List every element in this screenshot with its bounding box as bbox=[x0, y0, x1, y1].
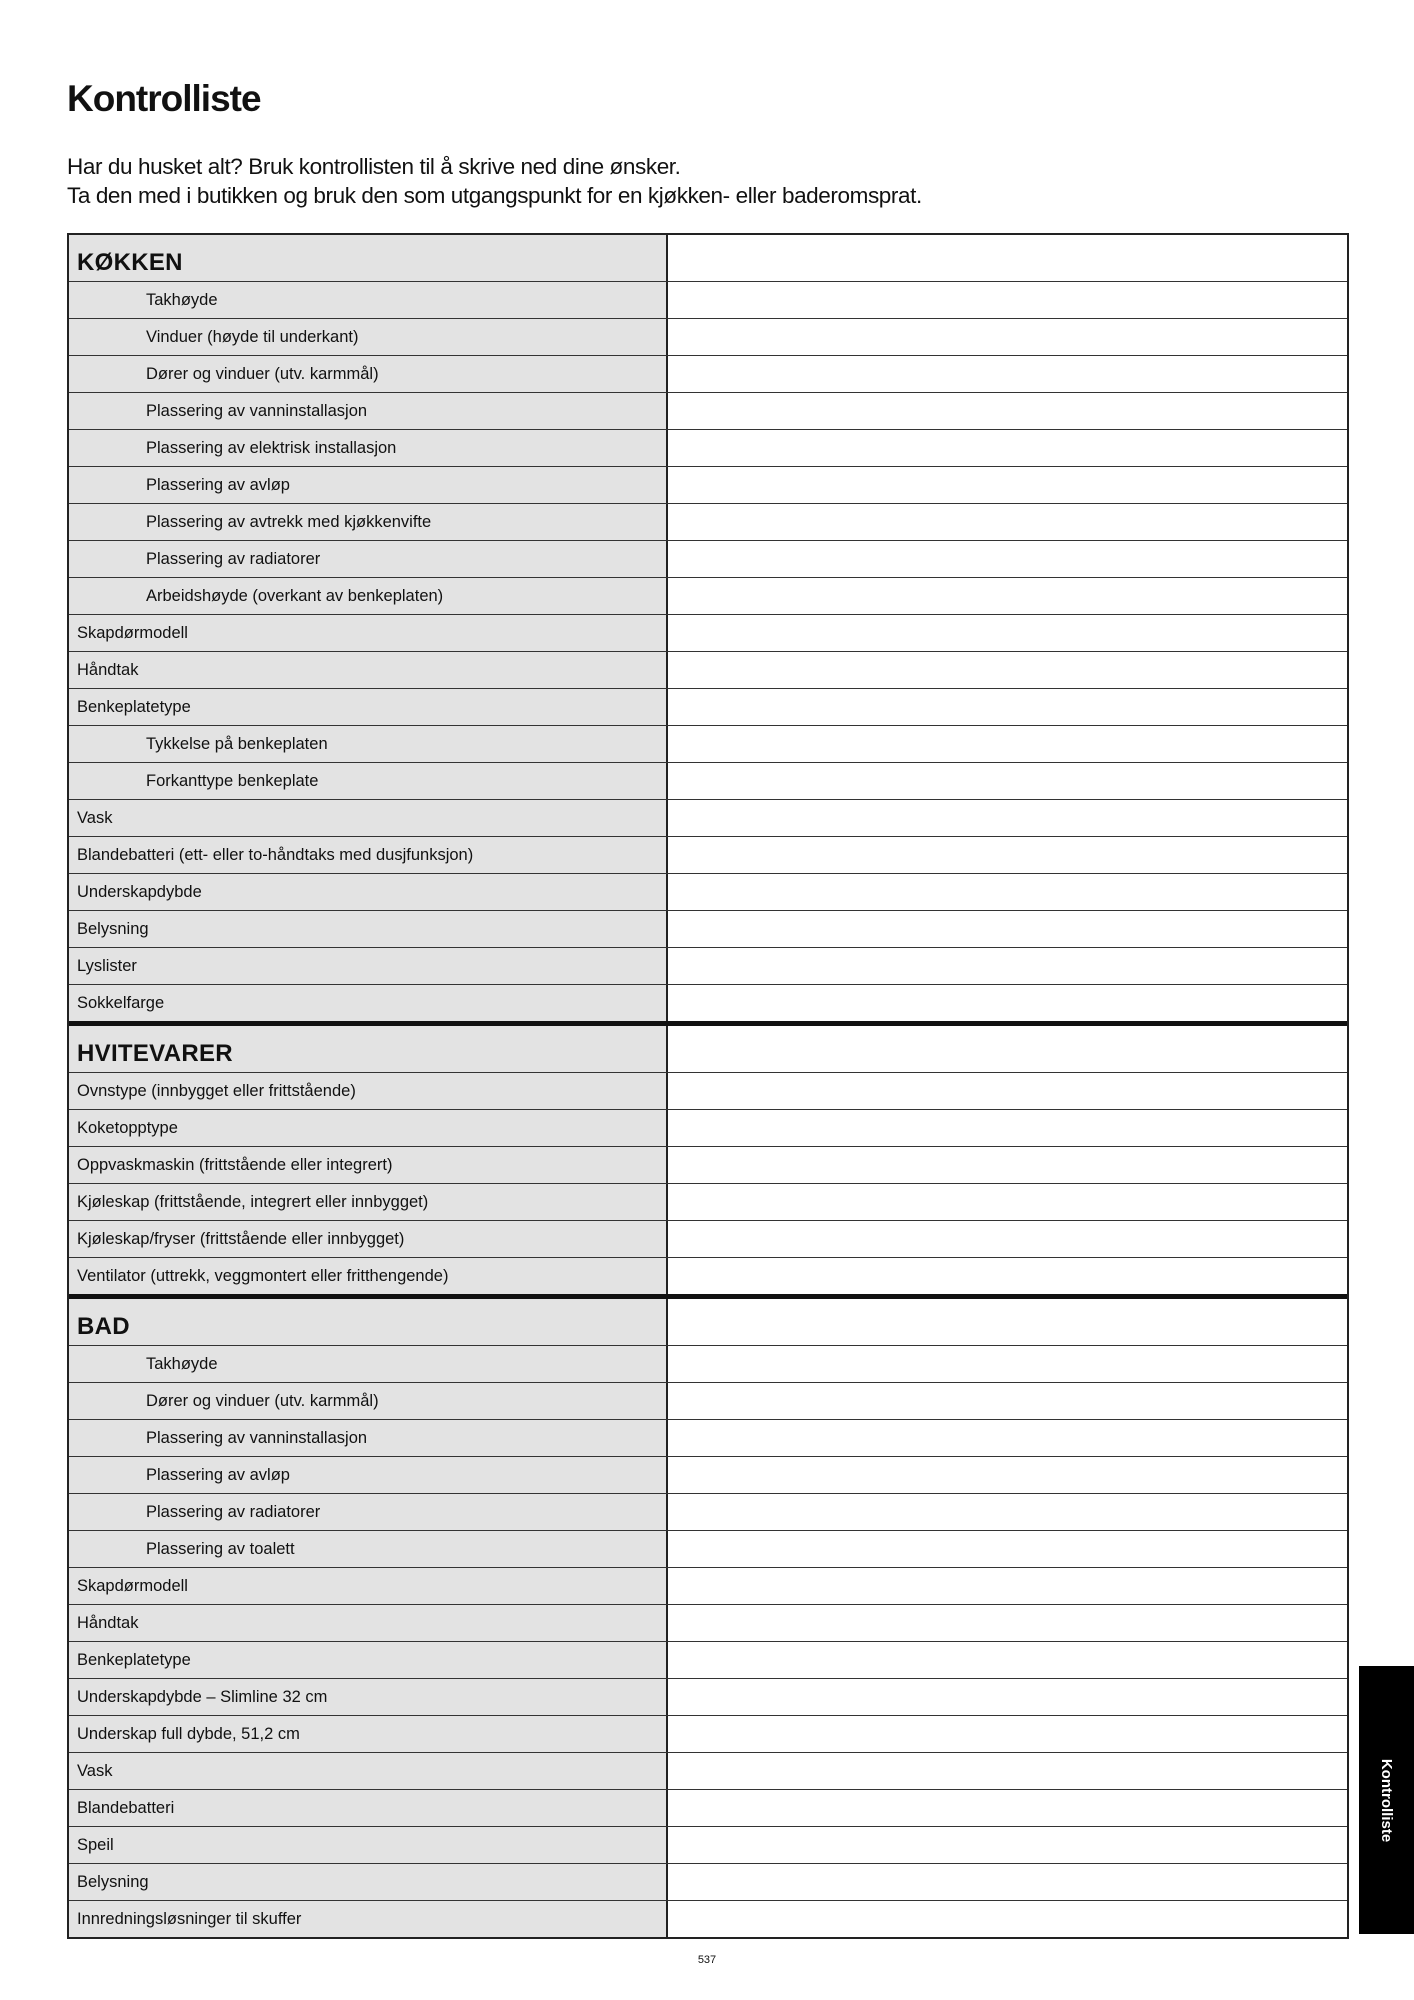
checklist-section bbox=[69, 235, 1347, 1021]
checklist-answer-cell[interactable] bbox=[668, 1716, 1347, 1752]
checklist-row bbox=[69, 836, 1347, 873]
checklist-answer-cell[interactable] bbox=[668, 726, 1347, 762]
checklist-answer-cell[interactable] bbox=[668, 800, 1347, 836]
checklist-item-label: Belysning bbox=[69, 1864, 668, 1900]
checklist-item-label: Håndtak bbox=[69, 652, 668, 688]
checklist-item-label: Vask bbox=[69, 1753, 668, 1789]
checklist-item-label: Takhøyde bbox=[69, 282, 668, 318]
page-number: 537 bbox=[697, 1954, 717, 1966]
checklist-item-label: Kjøleskap/fryser (frittstående eller innbygget) bbox=[69, 1221, 668, 1257]
checklist-row bbox=[69, 1678, 1347, 1715]
checklist-answer-cell[interactable] bbox=[668, 1494, 1347, 1530]
checklist-answer-cell[interactable] bbox=[668, 1679, 1347, 1715]
checklist-row bbox=[69, 1456, 1347, 1493]
checklist-row bbox=[69, 1382, 1347, 1419]
checklist-row bbox=[69, 1257, 1347, 1294]
checklist-row bbox=[69, 799, 1347, 836]
checklist-item-label: Ventilator (uttrekk, veggmontert eller fritthengende) bbox=[69, 1258, 668, 1294]
checklist-item-label: Kjøleskap (frittstående, integrert eller innbygget) bbox=[69, 1184, 668, 1220]
checklist-answer-cell[interactable] bbox=[668, 504, 1347, 540]
checklist-answer-cell[interactable] bbox=[668, 1864, 1347, 1900]
checklist-answer-cell[interactable] bbox=[668, 985, 1347, 1021]
checklist-item-label: Plassering av elektrisk installasjon bbox=[69, 430, 668, 466]
checklist-item-label: Plassering av radiatorer bbox=[69, 1494, 668, 1530]
checklist-row bbox=[69, 1345, 1347, 1382]
section-heading: KØKKEN bbox=[69, 235, 668, 281]
checklist-item-label: Forkanttype benkeplate bbox=[69, 763, 668, 799]
checklist-row bbox=[69, 281, 1347, 318]
checklist-row bbox=[69, 1419, 1347, 1456]
checklist-item-label: Oppvaskmaskin (frittstående eller integrert) bbox=[69, 1147, 668, 1183]
checklist-answer-cell[interactable] bbox=[668, 874, 1347, 910]
checklist-row bbox=[69, 1220, 1347, 1257]
checklist-item-label: Vinduer (høyde til underkant) bbox=[69, 319, 668, 355]
checklist-row bbox=[69, 392, 1347, 429]
checklist-item-label: Dører og vinduer (utv. karmmål) bbox=[69, 1383, 668, 1419]
checklist-item-label: Blandebatteri bbox=[69, 1790, 668, 1826]
checklist-section bbox=[69, 1294, 1347, 1937]
checklist-row bbox=[69, 873, 1347, 910]
checklist-row bbox=[69, 910, 1347, 947]
checklist-item-label: Plassering av radiatorer bbox=[69, 541, 668, 577]
checklist-row bbox=[69, 1072, 1347, 1109]
checklist-row bbox=[69, 1146, 1347, 1183]
checklist-answer-cell[interactable] bbox=[668, 1346, 1347, 1382]
checklist-answer-cell[interactable] bbox=[668, 1184, 1347, 1220]
checklist-item-label: Takhøyde bbox=[69, 1346, 668, 1382]
checklist-item-label: Blandebatteri (ett- eller to-håndtaks med dusjfunksjon) bbox=[69, 837, 668, 873]
checklist-item-label: Innredningsløsninger til skuffer bbox=[69, 1901, 668, 1937]
checklist-answer-cell[interactable] bbox=[668, 948, 1347, 984]
checklist-row bbox=[69, 762, 1347, 799]
checklist-answer-cell[interactable] bbox=[668, 652, 1347, 688]
checklist-row bbox=[69, 1604, 1347, 1641]
checklist-item-label: Plassering av toalett bbox=[69, 1531, 668, 1567]
checklist-item-label: Underskapdybde – Slimline 32 cm bbox=[69, 1679, 668, 1715]
checklist-answer-cell[interactable] bbox=[668, 356, 1347, 392]
checklist-row bbox=[69, 1109, 1347, 1146]
section-heading: HVITEVARER bbox=[69, 1026, 668, 1072]
checklist-answer-cell[interactable] bbox=[668, 1790, 1347, 1826]
checklist-item-label: Benkeplatetype bbox=[69, 689, 668, 725]
checklist-answer-cell[interactable] bbox=[668, 1221, 1347, 1257]
checklist-item-label: Ovnstype (innbygget eller frittstående) bbox=[69, 1073, 668, 1109]
checklist-answer-cell[interactable] bbox=[668, 1457, 1347, 1493]
checklist-answer-cell[interactable] bbox=[668, 1568, 1347, 1604]
checklist-answer-cell[interactable] bbox=[668, 1073, 1347, 1109]
checklist-table bbox=[67, 233, 1349, 1939]
checklist-answer-cell[interactable] bbox=[668, 282, 1347, 318]
section-heading-answer-cell[interactable] bbox=[668, 1299, 1347, 1345]
checklist-answer-cell[interactable] bbox=[668, 1901, 1347, 1937]
checklist-answer-cell[interactable] bbox=[668, 1110, 1347, 1146]
checklist-row bbox=[69, 503, 1347, 540]
checklist-answer-cell[interactable] bbox=[668, 1827, 1347, 1863]
checklist-row bbox=[69, 1641, 1347, 1678]
checklist-item-label: Plassering av avtrekk med kjøkkenvifte bbox=[69, 504, 668, 540]
checklist-answer-cell[interactable] bbox=[668, 1258, 1347, 1294]
checklist-row bbox=[69, 1530, 1347, 1567]
checklist-answer-cell[interactable] bbox=[668, 837, 1347, 873]
checklist-row bbox=[69, 651, 1347, 688]
intro-line-1: Har du husket alt? Bruk kontrollisten til å skrive ned dine ønsker. bbox=[67, 154, 681, 179]
checklist-answer-cell[interactable] bbox=[668, 911, 1347, 947]
checklist-item-label: Sokkelfarge bbox=[69, 985, 668, 1021]
checklist-answer-cell[interactable] bbox=[668, 430, 1347, 466]
checklist-item-label: Tykkelse på benkeplaten bbox=[69, 726, 668, 762]
checklist-row bbox=[69, 984, 1347, 1021]
checklist-item-label: Dører og vinduer (utv. karmmål) bbox=[69, 356, 668, 392]
checklist-row bbox=[69, 1826, 1347, 1863]
checklist-row bbox=[69, 1567, 1347, 1604]
intro-line-2: Ta den med i butikken og bruk den som utgangspunkt for en kjøkken- eller baderomsprat. bbox=[67, 183, 922, 208]
section-heading-answer-cell[interactable] bbox=[668, 235, 1347, 281]
checklist-section bbox=[69, 1021, 1347, 1294]
checklist-answer-cell[interactable] bbox=[668, 1531, 1347, 1567]
checklist-row bbox=[69, 466, 1347, 503]
section-heading-answer-cell[interactable] bbox=[668, 1026, 1347, 1072]
checklist-answer-cell[interactable] bbox=[668, 1642, 1347, 1678]
intro-text bbox=[67, 152, 922, 210]
checklist-row bbox=[69, 540, 1347, 577]
checklist-row bbox=[69, 1863, 1347, 1900]
section-header-row bbox=[69, 235, 1347, 281]
checklist-row bbox=[69, 688, 1347, 725]
checklist-row bbox=[69, 1493, 1347, 1530]
checklist-item-label: Skapdørmodell bbox=[69, 615, 668, 651]
page-title: Kontrolliste bbox=[67, 78, 261, 119]
checklist-answer-cell[interactable] bbox=[668, 615, 1347, 651]
checklist-answer-cell[interactable] bbox=[668, 541, 1347, 577]
checklist-answer-cell[interactable] bbox=[668, 319, 1347, 355]
section-heading: BAD bbox=[69, 1299, 668, 1345]
checklist-answer-cell[interactable] bbox=[668, 578, 1347, 614]
checklist-item-label: Koketopptype bbox=[69, 1110, 668, 1146]
checklist-item-label: Belysning bbox=[69, 911, 668, 947]
checklist-answer-cell[interactable] bbox=[668, 689, 1347, 725]
checklist-row bbox=[69, 947, 1347, 984]
checklist-item-label: Plassering av avløp bbox=[69, 467, 668, 503]
checklist-row bbox=[69, 577, 1347, 614]
checklist-item-label: Plassering av vanninstallasjon bbox=[69, 1420, 668, 1456]
checklist-row bbox=[69, 1715, 1347, 1752]
checklist-row bbox=[69, 614, 1347, 651]
checklist-row bbox=[69, 725, 1347, 762]
checklist-item-label: Håndtak bbox=[69, 1605, 668, 1641]
checklist-row bbox=[69, 1900, 1347, 1937]
checklist-row bbox=[69, 355, 1347, 392]
checklist-row bbox=[69, 429, 1347, 466]
checklist-item-label: Plassering av vanninstallasjon bbox=[69, 393, 668, 429]
checklist-answer-cell[interactable] bbox=[668, 1420, 1347, 1456]
checklist-row bbox=[69, 1789, 1347, 1826]
checklist-item-label: Vask bbox=[69, 800, 668, 836]
checklist-item-label: Speil bbox=[69, 1827, 668, 1863]
checklist-item-label: Underskapdybde bbox=[69, 874, 668, 910]
checklist-answer-cell[interactable] bbox=[668, 1147, 1347, 1183]
checklist-answer-cell[interactable] bbox=[668, 763, 1347, 799]
checklist-answer-cell[interactable] bbox=[668, 1605, 1347, 1641]
section-header-row bbox=[69, 1026, 1347, 1072]
section-header-row bbox=[69, 1299, 1347, 1345]
checklist-item-label: Arbeidshøyde (overkant av benkeplaten) bbox=[69, 578, 668, 614]
checklist-item-label: Lyslister bbox=[69, 948, 668, 984]
checklist-row bbox=[69, 1752, 1347, 1789]
checklist-row bbox=[69, 318, 1347, 355]
checklist-answer-cell[interactable] bbox=[668, 1753, 1347, 1789]
checklist-answer-cell[interactable] bbox=[668, 1383, 1347, 1419]
checklist-answer-cell[interactable] bbox=[668, 467, 1347, 503]
checklist-item-label: Plassering av avløp bbox=[69, 1457, 668, 1493]
checklist-item-label: Underskap full dybde, 51,2 cm bbox=[69, 1716, 668, 1752]
checklist-item-label: Benkeplatetype bbox=[69, 1642, 668, 1678]
side-tab-label: Kontrolliste bbox=[1378, 1758, 1395, 1842]
checklist-item-label: Skapdørmodell bbox=[69, 1568, 668, 1604]
checklist-answer-cell[interactable] bbox=[668, 393, 1347, 429]
checklist-row bbox=[69, 1183, 1347, 1220]
side-tab bbox=[1359, 1666, 1414, 1934]
